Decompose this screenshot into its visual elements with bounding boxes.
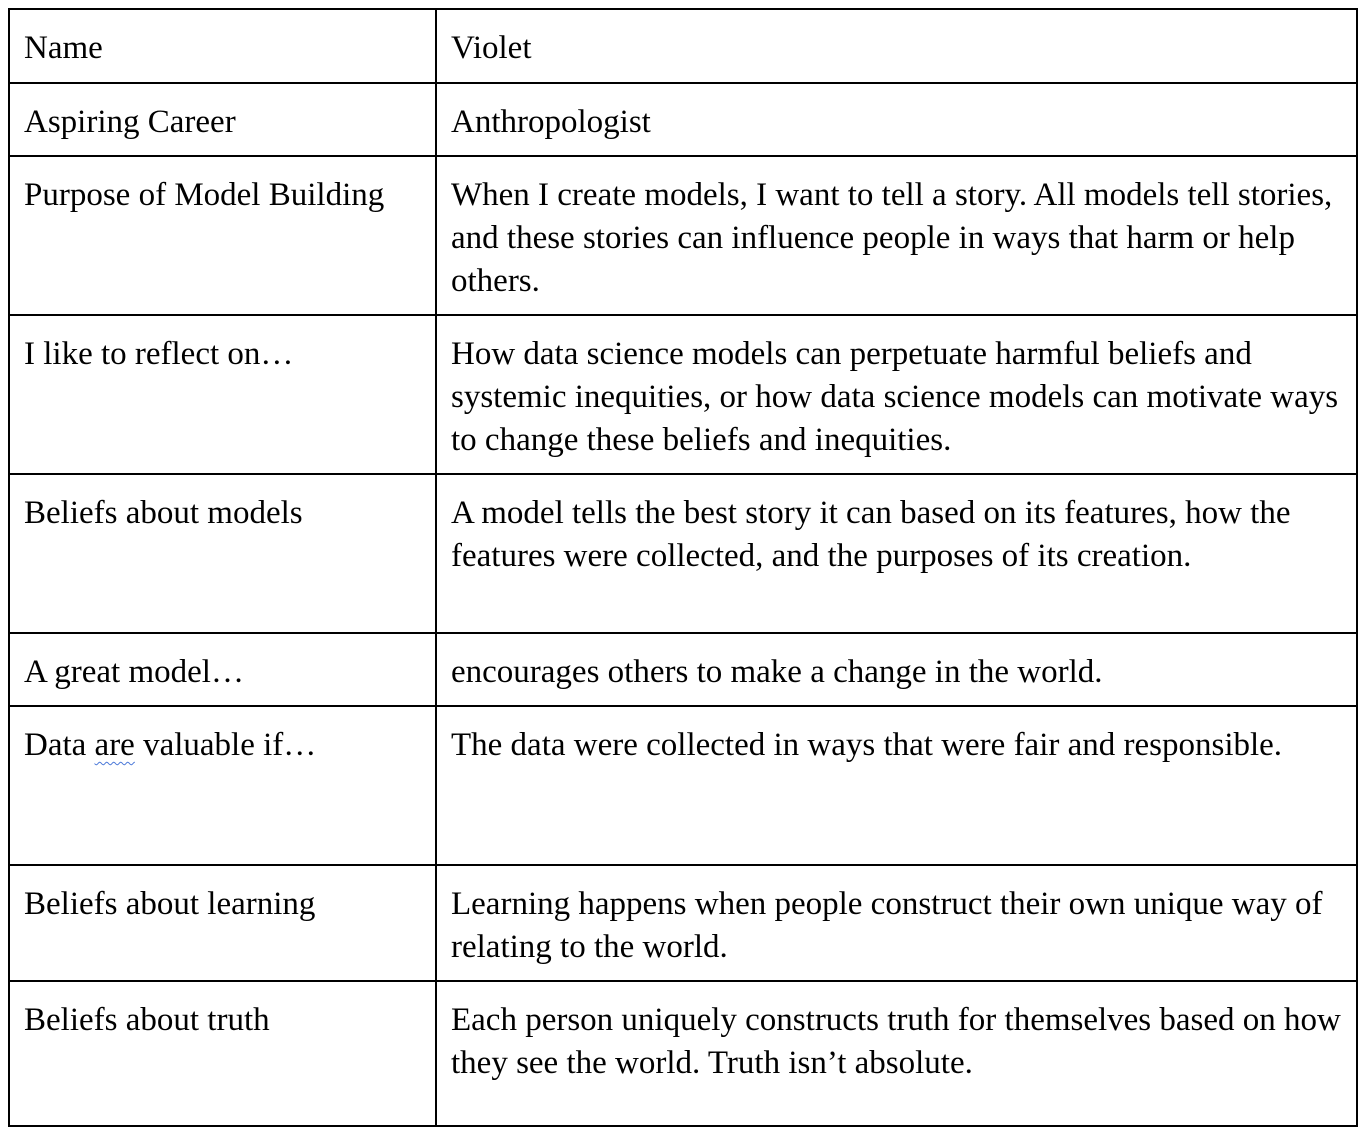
row-label: Purpose of Model Building [9,156,436,315]
label-text: valuable if… [134,727,317,763]
table-row [9,156,1357,315]
row-value: Anthropologist [436,83,1357,156]
row-label: I like to reflect on… [9,315,436,474]
row-label: Beliefs about learning [9,865,436,981]
table-row [9,706,1357,865]
row-value: When I create models, I want to tell a story. All models tell stories, and these stories can influence people in ways that harm or help others. [436,156,1357,315]
row-value: Each person uniquely constructs truth for themselves based on how they see the world. Truth isn’t absolute. [436,981,1357,1126]
row-value: Violet [436,9,1357,83]
table-row [9,474,1357,633]
row-label: Beliefs about truth [9,981,436,1126]
table-row [9,315,1357,474]
row-label [9,706,436,865]
row-value: Learning happens when people construct their own unique way of relating to the world. [436,865,1357,981]
table-row [9,633,1357,706]
table-row [9,865,1357,981]
row-value: How data science models can perpetuate harmful beliefs and systemic inequities, or how data science models can motivate ways to change these beliefs and inequities. [436,315,1357,474]
label-text: Data [24,727,95,763]
table-row [9,9,1357,83]
row-value: encourages others to make a change in the world. [436,633,1357,706]
persona-table [8,8,1358,1127]
spellcheck-flagged-word: are [94,727,135,763]
row-label: Aspiring Career [9,83,436,156]
row-label: Beliefs about models [9,474,436,633]
table-row [9,981,1357,1126]
row-label: Name [9,9,436,83]
row-value: The data were collected in ways that were fair and responsible. [436,706,1357,865]
table-row [9,83,1357,156]
row-value: A model tells the best story it can based on its features, how the features were collected, and the purposes of its creation. [436,474,1357,633]
row-label: A great model… [9,633,436,706]
